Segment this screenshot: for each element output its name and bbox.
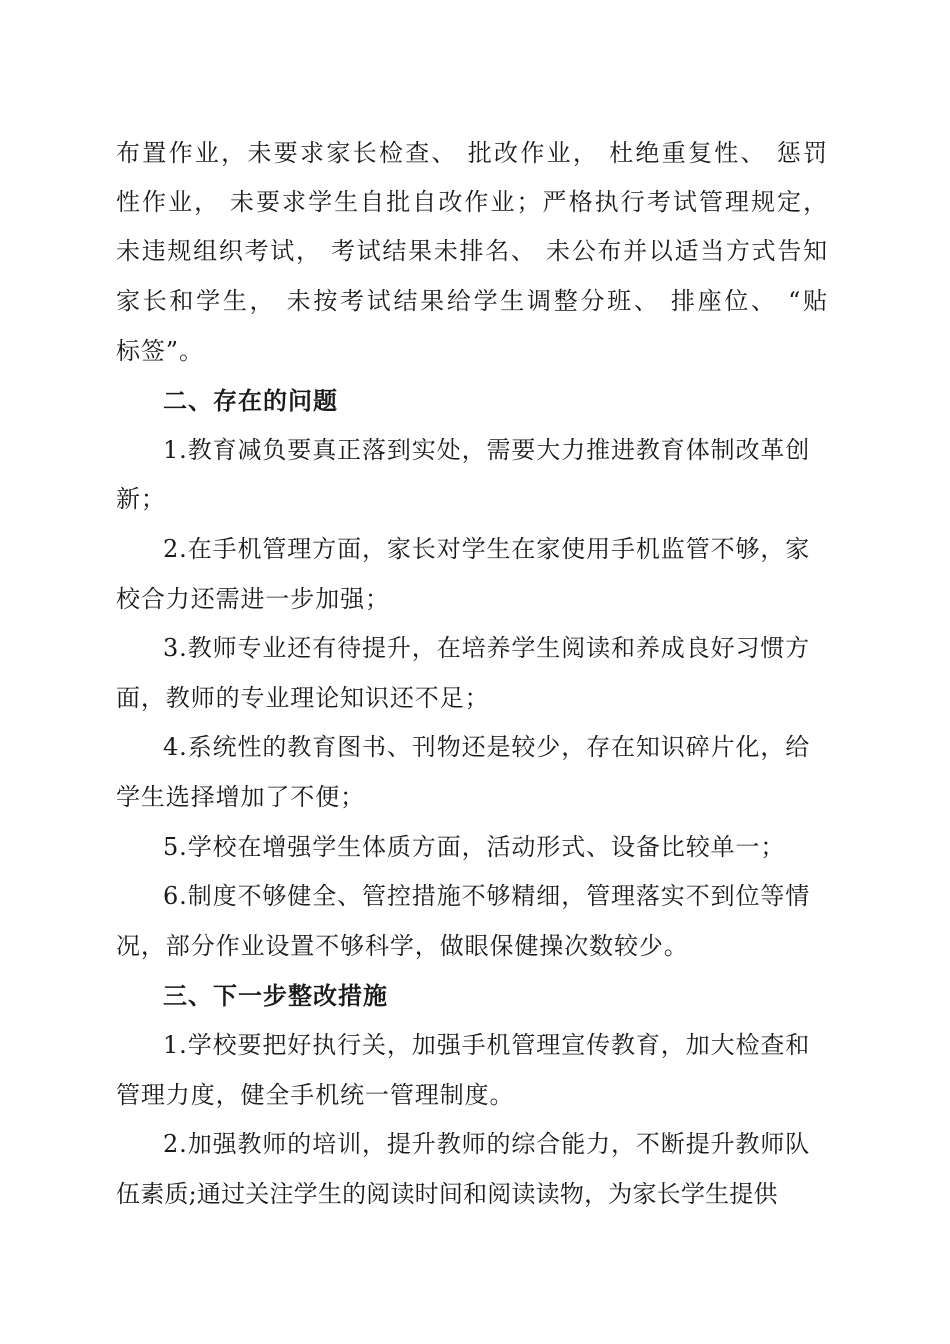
list-item-line: 面，教师的专业理论知识还不足； <box>116 684 490 712</box>
list-item-line: 5.学校在增强学生体质方面，活动形式、设备比较单一； <box>163 833 786 861</box>
list-item-line: 学生选择增加了不便； <box>116 783 365 811</box>
list-item-line: 6.制度不够健全、管控措施不够精细，管理落实不到位等情 <box>163 882 811 910</box>
body-text-line: 家长和学生， 未按考试结果给学生调整分班、 排座位、 “贴 <box>116 287 828 315</box>
list-item-line: 校合力还需进一步加强； <box>116 585 390 613</box>
list-item-line: 3.教师专业还有待提升，在培养学生阅读和养成良好习惯方 <box>163 634 811 662</box>
list-item-line: 伍素质;通过关注学生的阅读时间和阅读读物，为家长学生提供 <box>116 1180 778 1208</box>
list-item-line: 况，部分作业设置不够科学，做眼保健操次数较少。 <box>116 932 689 960</box>
list-item-line: 2.在手机管理方面，家长对学生在家使用手机监管不够，家 <box>163 535 811 563</box>
list-item-line: 2.加强教师的培训，提升教师的综合能力，不断提升教师队 <box>163 1130 811 1158</box>
list-item-line: 4.系统性的教育图书、刊物还是较少，存在知识碎片化，给 <box>163 733 811 761</box>
list-item-line: 1.学校要把好执行关，加强手机管理宣传教育，加大检查和 <box>163 1031 811 1059</box>
body-text-line: 布置作业，未要求家长检查、 批改作业， 杜绝重复性、 惩罚 <box>116 139 828 167</box>
body-text-line: 标签”。 <box>116 337 204 365</box>
list-item-line: 新； <box>116 485 166 513</box>
body-text-line: 性作业， 未要求学生自批自改作业；严格执行考试管理规定， <box>116 188 828 216</box>
body-text-line: 未违规组织考试， 考试结果未排名、 未公布并以适当方式告知 <box>116 237 828 265</box>
list-item-line: 1.教育减负要真正落到实处，需要大力推进教育体制改革创 <box>163 436 811 464</box>
list-item-line: 管理力度，健全手机统一管理制度。 <box>116 1081 515 1109</box>
section-heading-measures: 三、下一步整改措施 <box>163 982 388 1010</box>
section-heading-problems: 二、存在的问题 <box>163 387 338 415</box>
